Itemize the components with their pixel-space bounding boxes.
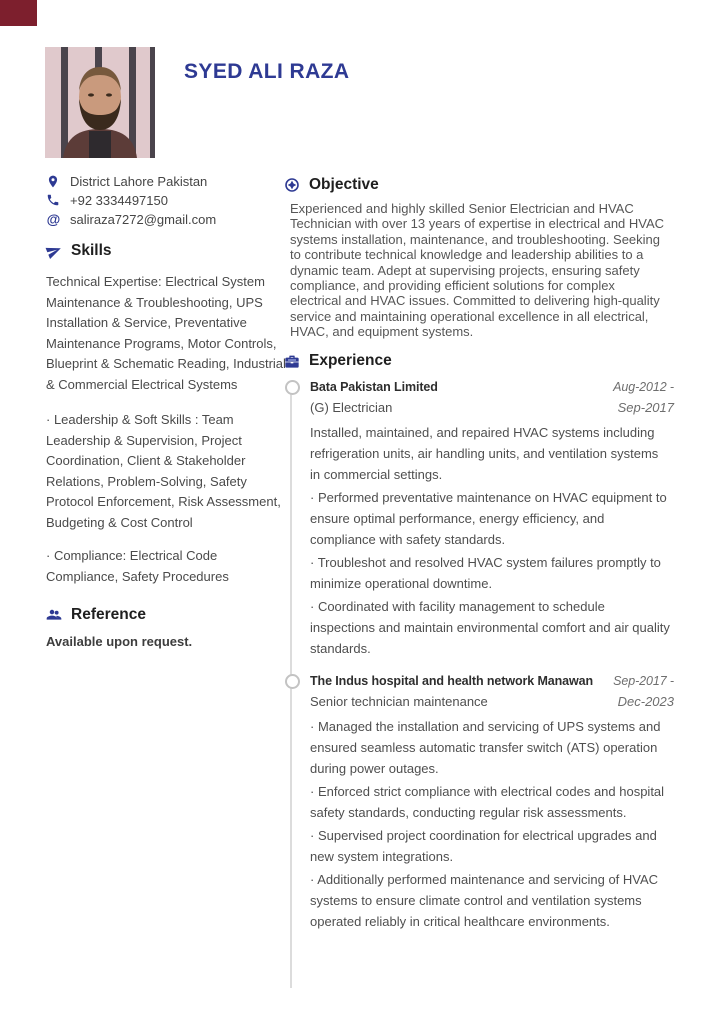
bullet-item: · Performed preventative maintenance on HVAC equipment to ensure optimal performance, energy efficiency, and compliance with safety standards.	[310, 489, 667, 547]
location-pin-icon	[46, 174, 61, 189]
entry-header-row	[310, 673, 674, 689]
objective-heading-label: Objective	[309, 176, 379, 193]
bullet-item: · Additionally performed maintenance and servicing of HVAC systems to ensure climate control and ventilation systems operated reliably in critical healthcare environments.	[310, 871, 659, 929]
bullet-item: · Troubleshot and resolved HVAC system failures promptly to minimize operational downtime.	[310, 554, 661, 591]
experience-heading-label: Experience	[309, 351, 392, 369]
role-title: (G) Electrician	[310, 399, 393, 415]
objective-text: Experienced and highly skilled Senior Electrician and HVAC Technician with over 13 years of expertise in electrical and HVAC systems installation, maintenance, and troubleshooting. Seeking to contribute technical knowledge and leadership abilities to a dynamic team. Adept at supervising projects, ensuring safety compliance, and providing efficient solutions for complex electrical and HVAC issues. Committed to delivering high-quality service and maintaining operational excellence in all electrical, HVAC, and equipment systems.	[290, 201, 665, 340]
date-start: Aug-2012 -	[613, 379, 674, 394]
contact-email	[46, 212, 286, 228]
bullet-item: · Managed the installation and servicing of UPS systems and ensured seamless automatic transfer switch (ATS) operation during power outages.	[310, 718, 661, 776]
briefcase-icon	[284, 353, 300, 369]
contact-phone-text: +92 3334497150	[70, 193, 168, 208]
paper-plane-icon	[46, 243, 62, 259]
profile-photo-image	[45, 47, 155, 158]
date-end: Dec-2023	[617, 693, 674, 709]
skills-paragraph: Technical Expertise: Electrical System Maintenance & Troubleshooting, UPS Installation & Service, Preventative Maintenance Programs, Motor Controls, Blueprint & Schematic Reading, Industrial & Commercial Electrical Systems	[46, 274, 286, 392]
experience-entry	[310, 673, 674, 932]
entry-bullets	[310, 716, 674, 932]
skills-paragraph: · Leadership & Soft Skills : Team Leadership & Supervision, Project Coordination, Client & Stakeholder Relations, Problem-Solving, Safety Protocol Enforcement, Risk Assessment, Budgeting & Cost Control	[46, 412, 281, 530]
contact-location	[46, 174, 286, 190]
entry-header-row	[310, 379, 674, 395]
contact-location-text: District Lahore Pakistan	[70, 174, 208, 189]
date-end: Sep-2017	[617, 399, 674, 415]
bullet-item: · Coordinated with facility management to schedule inspections and maintain environmental comfort and air quality standards.	[310, 598, 670, 656]
bullet-item: · Supervised project coordination for electrical upgrades and new system integrations.	[310, 827, 657, 864]
reference-heading-label: Reference	[71, 606, 146, 623]
experience-entry	[310, 379, 674, 659]
at-sign-icon: @	[46, 211, 61, 227]
contact-email-text: saliraza7272@gmail.com	[70, 212, 217, 227]
objective-section-heading	[284, 176, 674, 194]
entry-bullets	[310, 422, 674, 659]
reference-section-heading	[46, 606, 286, 624]
candidate-name: SYED ALI RAZA	[184, 60, 350, 83]
phone-icon	[46, 193, 61, 207]
skills-heading-label: Skills	[71, 242, 112, 259]
entry-role-row	[310, 694, 674, 710]
company-name: Bata Pakistan Limited	[310, 379, 438, 394]
bullet-item: Installed, maintained, and repaired HVAC systems including refrigeration units, air handling units, and ventilation systems in commercial settings.	[310, 424, 659, 482]
skills-paragraph: · Compliance: Electrical Code Compliance, Safety Procedures	[46, 548, 229, 584]
corner-accent	[0, 0, 37, 26]
date-start: Sep-2017 -	[613, 673, 674, 688]
company-name: The Indus hospital and health network Manawan	[310, 673, 594, 688]
bullet-item: · Enforced strict compliance with electrical codes and hospital safety standards, conducting regular risk assessments.	[310, 783, 665, 820]
people-icon	[46, 607, 62, 623]
entry-role-row	[310, 400, 674, 416]
right-column	[284, 176, 674, 932]
skills-section-heading	[46, 242, 286, 260]
profile-photo	[45, 47, 155, 158]
timeline-dot	[285, 380, 300, 395]
experience-section-heading	[284, 352, 674, 370]
reference-text: Available upon request.	[46, 634, 193, 649]
target-icon	[284, 177, 300, 193]
contact-phone	[46, 193, 286, 209]
left-column	[46, 174, 286, 649]
role-title: Senior technician maintenance	[310, 693, 488, 709]
timeline-dot	[285, 674, 300, 689]
